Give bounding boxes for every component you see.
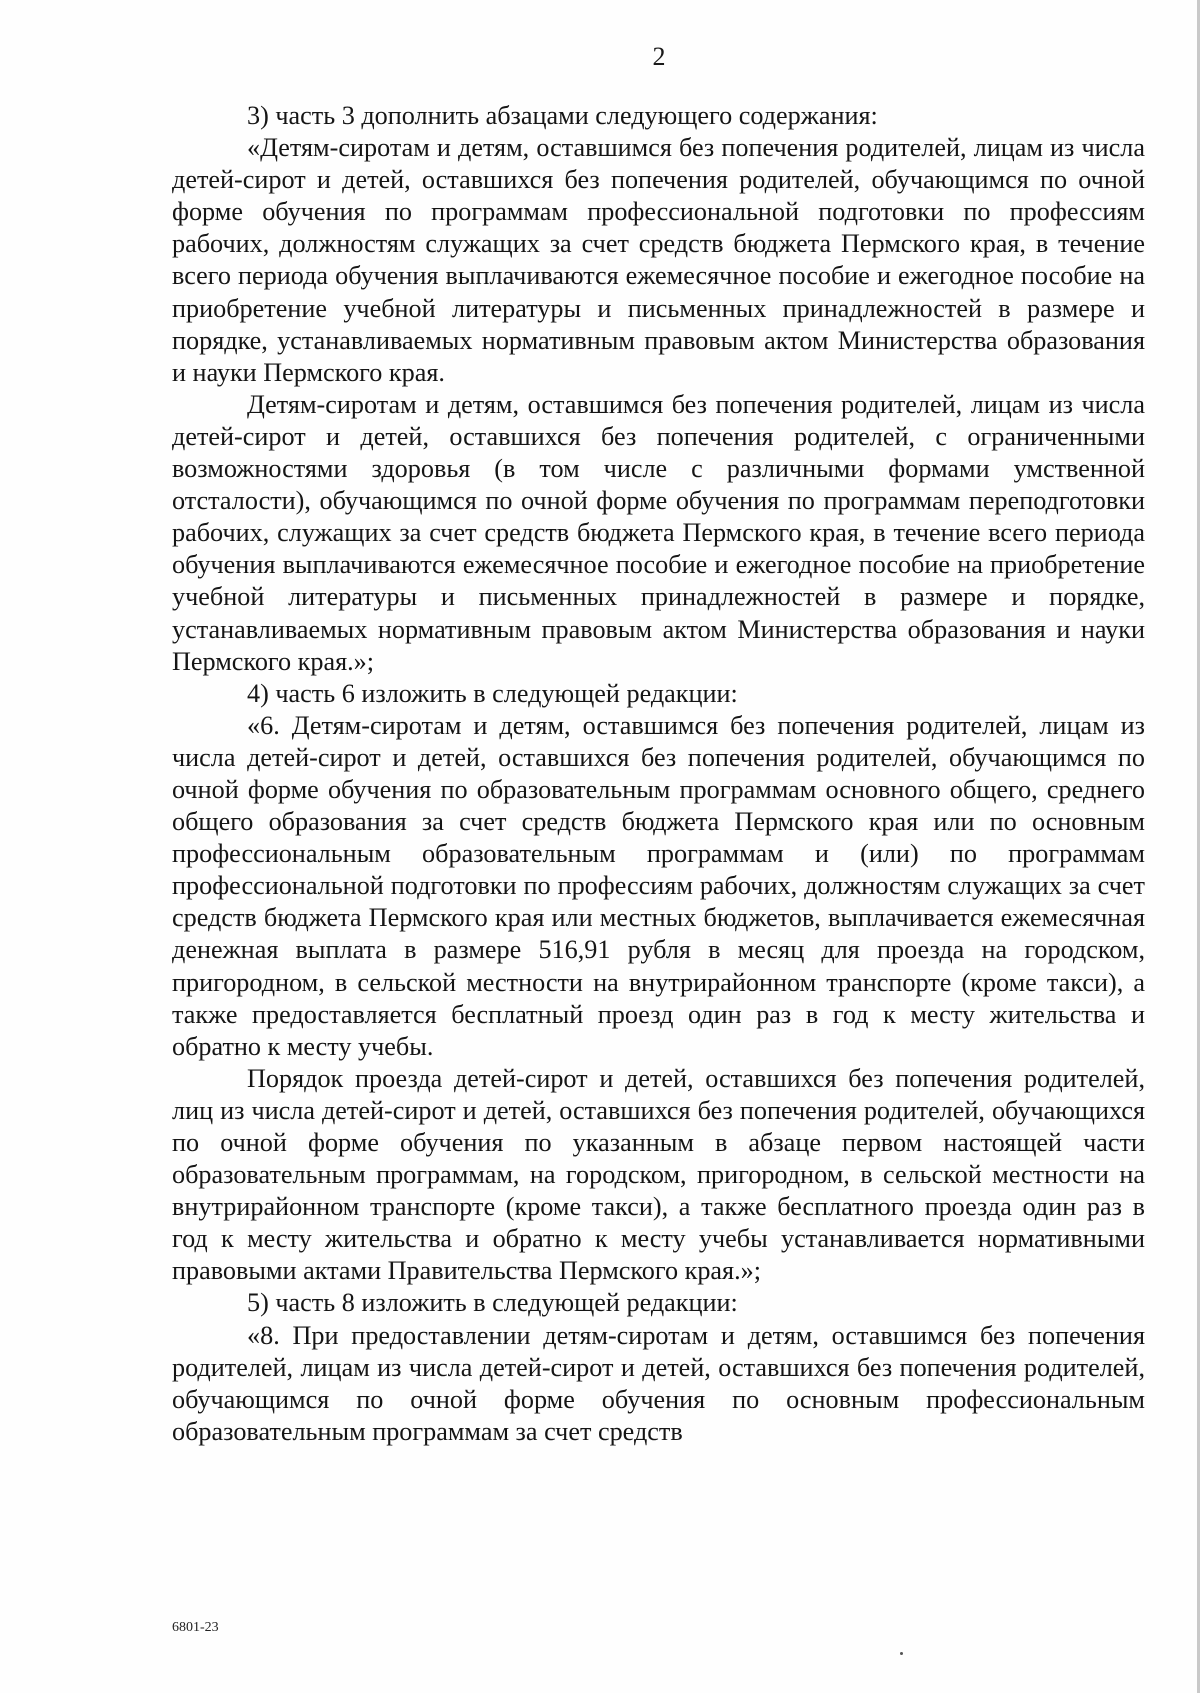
paragraph-part8-text: «8. При предоставлении детям-сиротам и детям, оставшимся без попечения родителей, лицам из числа детей-сирот и детей, оставшихся без попечения родителей, обучающимся по очной форме обучения по основным профессиональным образовательным программам за счет средств — [172, 1320, 1145, 1446]
document-body — [172, 100, 1145, 1448]
scan-speck — [900, 1652, 903, 1655]
paragraph-item-5-intro: 5) часть 8 изложить в следующей редакции: — [247, 1288, 738, 1318]
page-number: 2 — [652, 42, 666, 71]
document-code: 6801-23 — [172, 1620, 219, 1635]
paragraph-item-3-intro: 3) часть 3 дополнить абзацами следующего содержания: — [247, 101, 878, 130]
paragraph-part3-addition-1: «Детям-сиротам и детям, оставшимся без попечения родителей, лицам из числа детей-сирот и детей, оставшихся без попечения родителей, обучающимся по очной форме обучения по программам профессиональной подготовки по профессиям рабочих, должностям служащих за счет средств бюджета Пермского края, в течение всего периода обучения выплачиваются ежемесячное пособие и ежегодное пособие на приобретение учебной литературы и письменных принадлежностей в размере и порядке, устанавливаемых нормативным правовым актом Министерства образования и науки Пермского края. — [172, 133, 1145, 387]
paragraph-part6-text: «6. Детям-сиротам и детям, оставшимся без попечения родителей, лицам из числа детей-сирот и детей, оставшихся без попечения родителей, обучающимся по очной форме обучения по образовательным программам основного общего, среднего общего образования за счет средств бюджета Пермского края или по основным профессиональным образовательным программам и (или) по программам профессиональной подготовки по профессиям рабочих, должностям служащих за счет средств бюджета Пермского края или местных бюджетов, выплачивается ежемесячная денежная выплата в размере 516,91 рубля в месяц для проезда на городском, пригородном, в сельской местности на внутрирайонном транспорте (кроме такси), а также предоставляется бесплатный проезд один раз в год к месту жительства и обратно к месту учебы. — [172, 710, 1145, 1061]
paragraph-item-4-intro: 4) часть 6 изложить в следующей редакции: — [247, 678, 738, 708]
paragraph-part3-addition-2: Детям-сиротам и детям, оставшимся без попечения родителей, лицам из числа детей-сирот и детей, оставшихся без попечения родителей, с ограниченными возможностями здоровья (в том числе с различными формами умственной отсталости), обучающимся по очной форме обучения по программам переподготовки рабочих, служащих за счет средств бюджета Пермского края, в течение всего периода обучения выплачиваются ежемесячное пособие и ежегодное пособие на приобретение учебной литературы и письменных принадлежностей в размере и порядке, устанавливаемых нормативным правовым актом Министерства образования и науки Пермского края.»; — [172, 389, 1145, 676]
paragraph-part6-order: Порядок проезда детей-сирот и детей, оставшихся без попечения родителей, лиц из числа детей-сирот и детей, оставшихся без попечения родителей, обучающихся по очной форме обучения по указанным в абзаце первом настоящей части образовательным программам, на городском, пригородном, в сельской местности на внутрирайонном транспорте (кроме такси), а также бесплатного проезда один раз в год к месту жительства и обратно к месту учебы устанавливается нормативными правовыми актами Правительства Пермского края.»; — [172, 1063, 1145, 1286]
